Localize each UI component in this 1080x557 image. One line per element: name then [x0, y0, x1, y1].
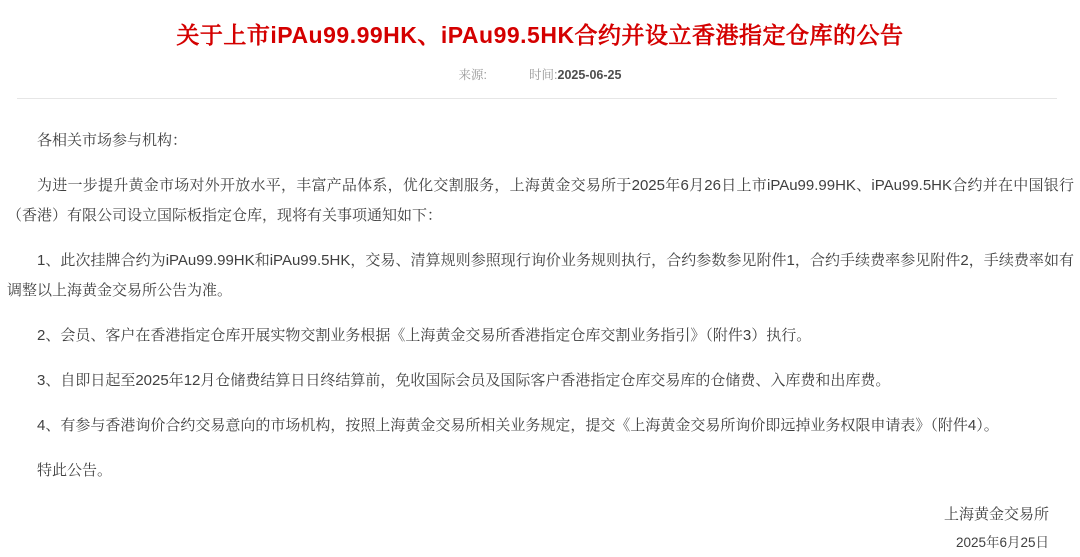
meta-row — [0, 65, 1080, 83]
announcement-body — [0, 99, 1080, 557]
item-4-paragraph: 4、有参与香港询价合约交易意向的市场机构，按照上海黄金交易所相关业务规定，提交《上海黄金交易所询价即远掉业务权限申请表》（附件4）。 — [37, 417, 999, 434]
item-1-paragraph: 1、此次挂牌合约为iPAu99.99HK和iPAu99.5HK，交易、清算规则参照现行询价业务规则执行，合约参数参见附件1，合约手续费率参见附件2，手续费率如有调整以上海黄金交易所公告为准。 — [7, 252, 1074, 299]
intro-paragraph: 为进一步提升黄金市场对外开放水平，丰富产品体系，优化交割服务，上海黄金交易所于2025年6月26日上市iPAu99.99HK、iPAu99.5HK合约并在中国银行（香港）有限公司设立国际板指定仓库，现将有关事项通知如下： — [7, 177, 1074, 224]
source-label: 来源: — [458, 68, 488, 82]
item-2-paragraph: 2、会员、客户在香港指定仓库开展实物交割业务根据《上海黄金交易所香港指定仓库交割业务指引》（附件3）执行。 — [37, 327, 812, 344]
time-label: 时间: — [529, 68, 558, 82]
salutation-paragraph: 各相关市场参与机构： — [37, 132, 188, 149]
signature-block — [7, 501, 1074, 557]
meta-source — [459, 65, 487, 83]
time-value: 2025-06-25 — [557, 68, 622, 82]
meta-time — [529, 65, 621, 83]
page-title: 关于上市iPAu99.99HK、iPAu99.5HK合约并设立香港指定仓库的公告 — [176, 22, 904, 48]
closing-paragraph: 特此公告。 — [37, 462, 113, 479]
signature-date: 2025年6月25日 — [955, 535, 1049, 550]
item-3-paragraph: 3、自即日起至2025年12月仓储费结算日日终结算前，免收国际会员及国际客户香港指定仓库交易库的仓储费、入库费和出库费。 — [37, 372, 891, 389]
signature-org: 上海黄金交易所 — [943, 506, 1049, 523]
